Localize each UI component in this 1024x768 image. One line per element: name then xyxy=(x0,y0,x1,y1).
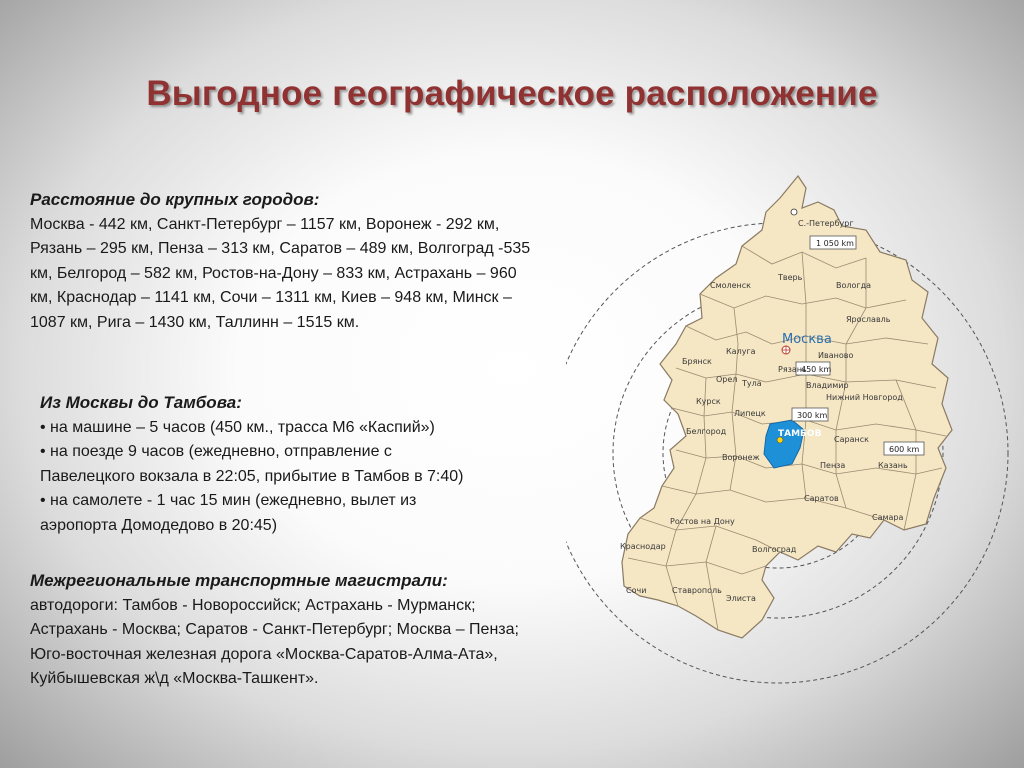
transport-heading: Межрегиональные транспортные магистрали: xyxy=(30,571,448,590)
region-map-svg xyxy=(566,168,1024,688)
city-label: Тверь xyxy=(778,273,803,282)
city-label: Ставрополь xyxy=(672,586,722,595)
city-label: Пенза xyxy=(820,461,846,470)
dist-box-600 xyxy=(884,442,924,455)
dist-box-1050 xyxy=(810,236,856,249)
ring-label-300: 300 km xyxy=(797,411,828,420)
city-label: Брянск xyxy=(682,357,712,366)
region-map xyxy=(566,168,1024,688)
city-label: С.-Петербург xyxy=(798,219,854,228)
distances-heading: Расстояние до крупных городов: xyxy=(30,190,320,209)
train-line-1: • на поезде 9 часов (ежедневно, отправление с xyxy=(40,443,392,460)
dist-box-300 xyxy=(792,408,828,421)
moscow-tambov-heading: Из Москвы до Тамбова: xyxy=(40,393,242,412)
city-label: Курск xyxy=(696,397,721,406)
transport-text: автодороги: Тамбов - Новороссийск; Астрахань - Мурманск; Астрахань - Москва; Саратов - Санкт-Петербург; Москва – Пенза; Юго-восточная железная дорога «Москва-Саратов-Алма-Ата», Куйбышевская ж\д «Москва-Ташкент». xyxy=(30,596,519,687)
transport-block xyxy=(30,569,545,692)
plane-line-2: аэропорта Домодедово в 20:45) xyxy=(40,516,278,534)
city-label: Липецк xyxy=(734,409,766,418)
train-line-2: Павелецкого вокзала в 22:05, прибытие в Тамбов в 7:40) xyxy=(40,467,464,485)
city-label: Вологда xyxy=(836,281,872,290)
tambov-label: ТАМБОВ xyxy=(778,429,822,439)
city-label: Самара xyxy=(872,513,904,522)
ring-label-1050: 1 050 km xyxy=(816,239,854,248)
city-label: Тула xyxy=(742,379,762,388)
city-label: Элиста xyxy=(726,594,756,603)
city-label: Воронеж xyxy=(722,453,760,462)
city-label: Калуга xyxy=(726,347,756,356)
ring-label-600: 600 km xyxy=(889,445,920,454)
city-label: Саранск xyxy=(834,435,869,444)
slide-title: Выгодное географическое расположение xyxy=(146,74,878,113)
car-line: • на машине – 5 часов (450 км., трасса М6 «Каспий») xyxy=(40,418,435,436)
city-label: Белгород xyxy=(686,427,727,436)
city-label: Волгоград xyxy=(752,545,797,554)
plane-line-1: • на самолете - 1 час 15 мин (ежедневно, вылет из xyxy=(40,492,417,509)
city-label: Ростов на Дону xyxy=(670,517,735,526)
city-label: Владимир xyxy=(806,381,849,390)
city-label: Нижний Новгород xyxy=(826,393,903,402)
city-label: Саратов xyxy=(804,494,839,503)
city-label: Смоленск xyxy=(710,281,752,290)
moscow-label: Москва xyxy=(782,332,832,347)
spb-marker xyxy=(791,209,797,215)
distances-block xyxy=(30,188,540,335)
city-label: Орел xyxy=(716,375,738,384)
city-label: Рязань xyxy=(778,365,807,374)
moscow-tambov-block xyxy=(40,391,540,538)
land-mass xyxy=(622,176,952,638)
city-label: Иваново xyxy=(818,351,854,360)
ring-label-450: 450 km xyxy=(801,365,832,374)
city-label: Краснодар xyxy=(620,542,666,551)
city-label: Сочи xyxy=(626,586,647,595)
city-label: Ярославль xyxy=(846,315,891,324)
city-label: Казань xyxy=(878,461,908,470)
distances-text: Москва - 442 км, Санкт-Петербург – 1157 км, Воронеж - 292 км, Рязань – 295 км, Пенза – 313 км, Саратов – 489 км, Волгоград -535 км, Белгород – 582 км, Ростов-на-Дону – 833 км, Астрахань – 960 км, Краснодар – 1141 км, Сочи – 1311 км, Киев – 948 км, Минск – 1087 км, Рига – 1430 км, Таллинн – 1515 км. xyxy=(30,215,531,331)
